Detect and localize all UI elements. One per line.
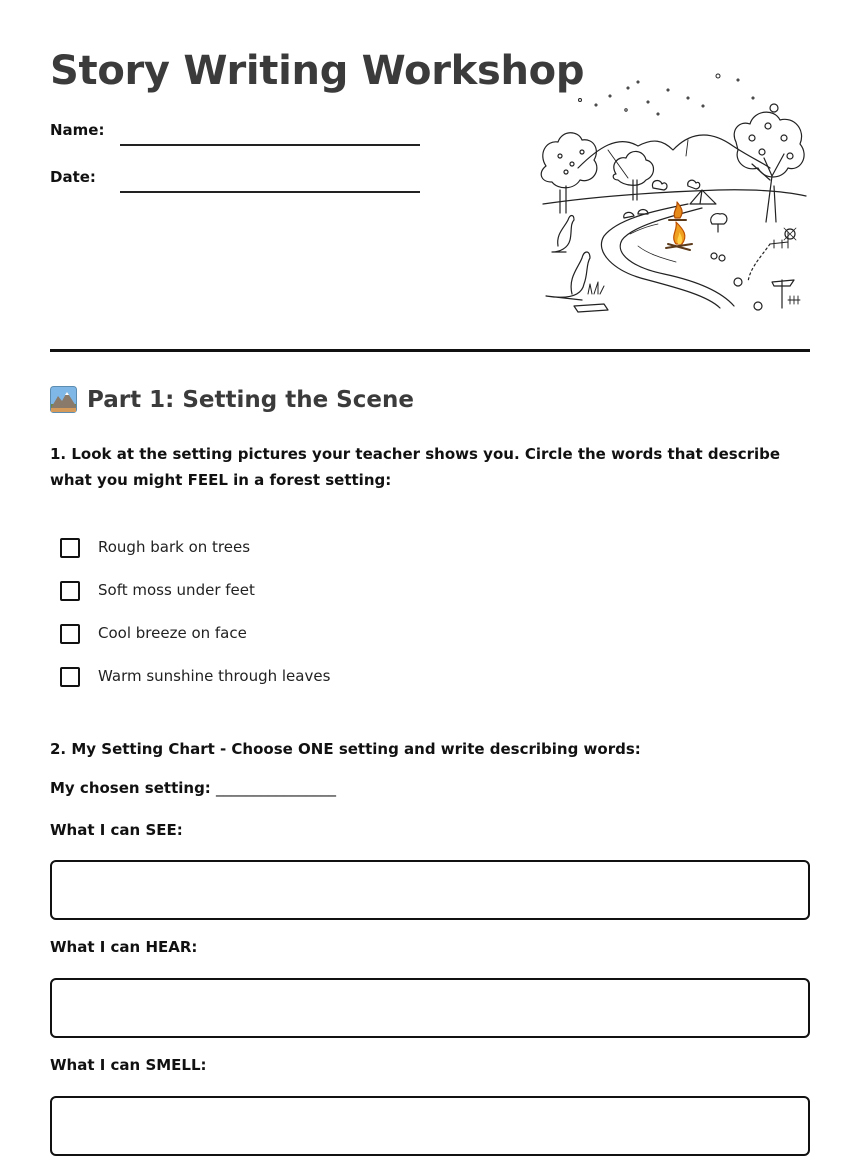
see-label: What I can SEE: bbox=[50, 821, 183, 839]
see-answer-box[interactable] bbox=[50, 860, 810, 920]
worksheet-page bbox=[50, 0, 810, 1161]
option-label: Soft moss under feet bbox=[98, 581, 255, 599]
chosen-setting-label: My chosen setting: bbox=[50, 779, 211, 797]
feel-options-list bbox=[60, 535, 330, 707]
date-line[interactable] bbox=[120, 191, 420, 193]
smell-label: What I can SMELL: bbox=[50, 1056, 207, 1074]
name-field bbox=[50, 121, 470, 151]
right-tree bbox=[734, 104, 804, 222]
date-label: Date: bbox=[50, 168, 96, 186]
kangaroo-icon-2 bbox=[546, 252, 590, 300]
stars bbox=[579, 74, 755, 115]
name-line[interactable] bbox=[120, 144, 420, 146]
chosen-setting-blank[interactable]: ________________ bbox=[216, 779, 337, 797]
middle-tree bbox=[613, 151, 653, 200]
list-item[interactable] bbox=[60, 535, 330, 578]
hear-answer-box[interactable] bbox=[50, 978, 810, 1038]
question-2: 2. My Setting Chart - Choose ONE setting and write describing words: bbox=[50, 740, 641, 758]
header-divider bbox=[50, 349, 810, 352]
list-item[interactable] bbox=[60, 578, 330, 621]
name-label: Name: bbox=[50, 121, 105, 139]
campsite-landscape-illustration bbox=[538, 68, 808, 314]
campfire-large-icon bbox=[666, 222, 692, 250]
page-title: Story Writing Workshop bbox=[50, 48, 585, 94]
list-item[interactable] bbox=[60, 621, 330, 664]
list-item[interactable] bbox=[60, 664, 330, 707]
checkbox[interactable] bbox=[60, 667, 80, 687]
smell-answer-box[interactable] bbox=[50, 1096, 810, 1156]
mountains bbox=[578, 135, 770, 168]
date-field bbox=[50, 168, 470, 198]
checkbox[interactable] bbox=[60, 581, 80, 601]
part1-title bbox=[50, 386, 414, 413]
option-label: Cool breeze on face bbox=[98, 624, 247, 642]
option-label: Rough bark on trees bbox=[98, 538, 251, 556]
checkbox[interactable] bbox=[60, 624, 80, 644]
tent-icon bbox=[690, 190, 716, 204]
hear-label: What I can HEAR: bbox=[50, 938, 198, 956]
question-1: 1. Look at the setting pictures your teacher shows you. Circle the words that describe what you might FEEL in a forest setting: bbox=[50, 445, 781, 489]
checkbox[interactable] bbox=[60, 538, 80, 558]
part1-title-text: Part 1: Setting the Scene bbox=[87, 386, 414, 413]
mountain-photo-icon bbox=[50, 386, 77, 413]
chosen-setting bbox=[50, 779, 336, 797]
signpost-icon bbox=[772, 280, 794, 308]
kangaroo-icon bbox=[552, 216, 574, 253]
option-label: Warm sunshine through leaves bbox=[98, 667, 331, 685]
